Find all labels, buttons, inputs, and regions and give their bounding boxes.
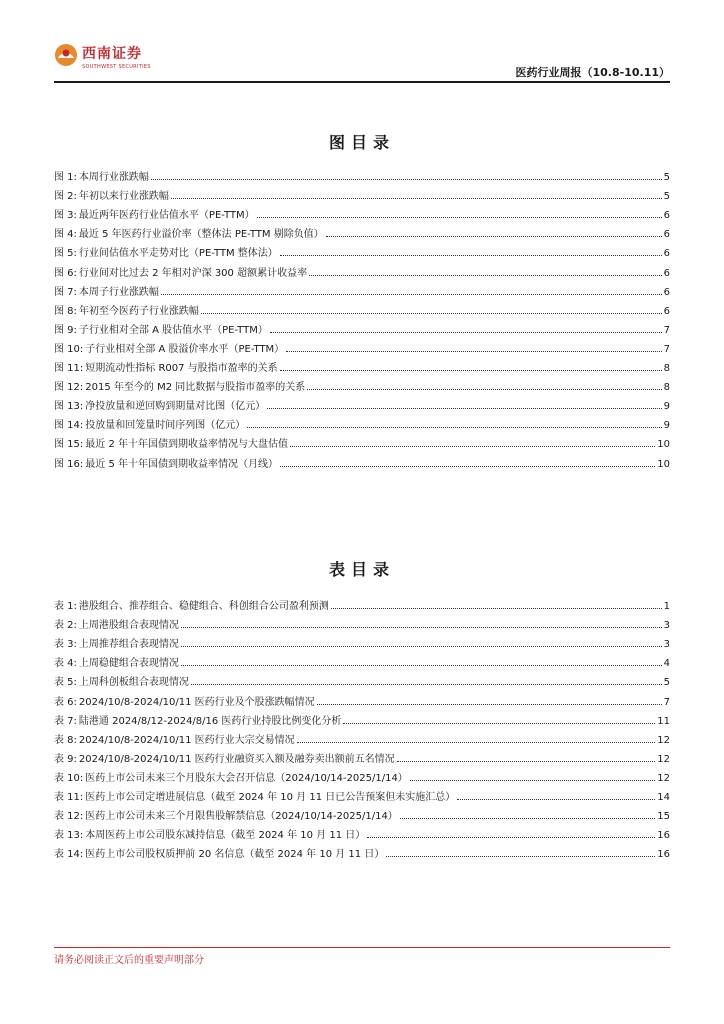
dot-leader	[307, 389, 661, 390]
page-number: 7	[663, 324, 670, 336]
figure-label: 图 14:	[54, 420, 84, 432]
figure-label: 图 10:	[54, 343, 84, 355]
page-number: 8	[663, 382, 670, 394]
table-label: 表 4:	[54, 658, 77, 670]
footer-disclaimer: 请务必阅读正文后的重要声明部分	[54, 955, 204, 966]
table-label: 表 6:	[54, 696, 77, 708]
figure-toc-entry[interactable]	[54, 298, 670, 317]
table-caption: 医药上市公司未来三个月股东大会召开信息（2024/10/14-2025/1/14）	[85, 772, 408, 784]
figure-toc-entry[interactable]	[54, 393, 670, 412]
table-toc-entry[interactable]	[54, 631, 670, 650]
table-toc-entry[interactable]	[54, 765, 670, 784]
page-number: 12	[657, 734, 670, 746]
figure-caption: 年初至今医药子行业涨跌幅	[78, 305, 199, 317]
page-number: 1	[663, 601, 670, 613]
page-number: 15	[657, 811, 670, 823]
figure-label: 图 6:	[54, 267, 77, 279]
table-toc-entry[interactable]	[54, 784, 670, 803]
figure-caption: 子行业相对全部 A 股溢价率水平（PE-TTM）	[85, 343, 285, 355]
dot-leader	[280, 466, 655, 467]
dot-leader	[367, 837, 655, 838]
figure-label: 图 13:	[54, 401, 84, 413]
figure-toc-entry[interactable]	[54, 183, 670, 202]
footer-divider	[54, 947, 670, 948]
table-caption: 医药上市公司未来三个月限售股解禁信息（2024/10/14-2025/1/14）	[85, 811, 398, 823]
table-caption: 医药上市公司股权质押前 20 名信息（截至 2024 年 10 月 11 日）	[85, 849, 385, 861]
table-toc-entry[interactable]	[54, 708, 670, 727]
dot-leader	[270, 332, 662, 333]
page-number: 10	[657, 439, 670, 451]
page-number: 10	[657, 458, 670, 470]
table-label: 表 1:	[54, 601, 77, 613]
table-caption: 港股组合、推荐组合、稳健组合、科创组合公司盈利预测	[78, 601, 329, 613]
table-caption: 2024/10/8-2024/10/11 医药行业融资买入额及融券卖出额前五名情况	[78, 753, 395, 765]
table-toc-entry[interactable]	[54, 612, 670, 631]
page-number: 5	[663, 677, 670, 689]
figure-caption: 2015 年至今的 M2 同比数据与股指市盈率的关系	[85, 382, 306, 394]
table-toc-list	[54, 593, 670, 860]
figure-label: 图 11:	[54, 363, 84, 375]
figure-label: 图 7:	[54, 286, 77, 298]
figure-caption: 最近 5 年医药行业溢价率（整体法 PE-TTM 剔除负值）	[78, 229, 324, 241]
table-caption: 上周稳健组合表现情况	[78, 658, 179, 670]
page-number: 11	[657, 715, 670, 727]
dot-leader	[280, 370, 662, 371]
figure-label: 图 15:	[54, 439, 84, 451]
page-number: 4	[663, 658, 670, 670]
figure-toc-entry[interactable]	[54, 221, 670, 240]
figure-caption: 短期流动性指标 R007 与股指市盈率的关系	[85, 363, 278, 375]
dot-leader	[161, 294, 662, 295]
table-toc-entry[interactable]	[54, 727, 670, 746]
dot-leader	[267, 408, 661, 409]
dot-leader	[457, 799, 655, 800]
dot-leader	[397, 761, 656, 762]
figure-toc-entry[interactable]	[54, 164, 670, 183]
page-number: 6	[663, 305, 670, 317]
table-caption: 2024/10/8-2024/10/11 医药行业及个股涨跌幅情况	[78, 696, 315, 708]
figure-caption: 最近两年医药行业估值水平（PE-TTM）	[78, 210, 255, 222]
figure-toc-entry[interactable]	[54, 259, 670, 278]
page-number: 12	[657, 772, 670, 784]
figure-toc-entry[interactable]	[54, 355, 670, 374]
table-caption: 医药上市公司定增进展信息（截至 2024 年 10 月 11 日已公告预案但未实施汇总）	[85, 792, 456, 804]
page-number: 3	[663, 620, 670, 632]
table-label: 表 13:	[54, 830, 84, 842]
table-caption: 2024/10/8-2024/10/11 医药行业大宗交易情况	[78, 734, 295, 746]
dot-leader	[191, 684, 662, 685]
figure-caption: 子行业相对全部 A 股估值水平（PE-TTM）	[78, 324, 268, 336]
report-title: 医药行业周报（10.8-10.11）	[515, 66, 670, 79]
logo-chinese-name: 西南证券	[82, 46, 142, 62]
page-number: 6	[663, 210, 670, 222]
dot-leader	[331, 608, 662, 609]
logo-english-name: SOUTHWEST SECURITIES	[82, 64, 151, 70]
table-toc-title: 表目录	[328, 560, 395, 579]
table-toc-entry[interactable]	[54, 650, 670, 669]
dot-leader	[410, 780, 655, 781]
page-number: 12	[657, 753, 670, 765]
table-label: 表 2:	[54, 620, 77, 632]
dot-leader	[309, 275, 662, 276]
figure-label: 图 8:	[54, 305, 77, 317]
header-divider	[54, 81, 670, 83]
table-toc-entry[interactable]	[54, 593, 670, 612]
page-number: 6	[663, 267, 670, 279]
table-caption: 上周推荐组合表现情况	[78, 639, 179, 651]
page-number: 5	[663, 191, 670, 203]
page-number: 6	[663, 229, 670, 241]
figure-label: 图 16:	[54, 458, 84, 470]
figure-toc-entry[interactable]	[54, 412, 670, 431]
table-label: 表 9:	[54, 753, 77, 765]
dot-leader	[290, 446, 655, 447]
page-header	[54, 40, 670, 82]
company-logo	[54, 40, 154, 76]
page-number: 6	[663, 248, 670, 260]
figure-caption: 本周子行业涨跌幅	[78, 286, 159, 298]
table-toc-entry[interactable]	[54, 688, 670, 707]
figure-toc-entry[interactable]	[54, 317, 670, 336]
table-toc-entry[interactable]	[54, 822, 670, 841]
figure-label: 图 9:	[54, 324, 77, 336]
page-number: 6	[663, 286, 670, 298]
page-number: 8	[663, 363, 670, 375]
figure-caption: 净投放量和逆回购到期量对比图（亿元）	[85, 401, 266, 413]
table-label: 表 5:	[54, 677, 77, 689]
figure-label: 图 3:	[54, 210, 77, 222]
table-label: 表 10:	[54, 772, 84, 784]
figure-label: 图 12:	[54, 382, 84, 394]
figure-caption: 年初以来行业涨跌幅	[78, 191, 169, 203]
figure-caption: 行业间对比过去 2 年相对沪深 300 超额累计收益率	[78, 267, 308, 279]
dot-leader	[181, 665, 662, 666]
dot-leader	[280, 255, 662, 256]
table-label: 表 11:	[54, 792, 84, 804]
figure-toc-entry[interactable]	[54, 202, 670, 221]
dot-leader	[171, 198, 662, 199]
page-number: 14	[657, 792, 670, 804]
page-number: 3	[663, 639, 670, 651]
table-label: 表 7:	[54, 715, 77, 727]
figure-label: 图 5:	[54, 248, 77, 260]
dot-leader	[317, 704, 662, 705]
table-toc-entry[interactable]	[54, 746, 670, 765]
figure-toc-entry[interactable]	[54, 279, 670, 298]
table-label: 表 3:	[54, 639, 77, 651]
figure-toc-entry[interactable]	[54, 336, 670, 355]
table-toc-entry[interactable]	[54, 803, 670, 822]
table-label: 表 14:	[54, 849, 84, 861]
page-number: 5	[663, 172, 670, 184]
dot-leader	[247, 427, 661, 428]
dot-leader	[286, 351, 661, 352]
figure-toc-entry[interactable]	[54, 240, 670, 259]
dot-leader	[343, 723, 655, 724]
table-caption: 上周港股组合表现情况	[78, 620, 179, 632]
dot-leader	[257, 217, 662, 218]
dot-leader	[181, 646, 662, 647]
dot-leader	[181, 627, 662, 628]
table-label: 表 8:	[54, 734, 77, 746]
figure-caption: 最近 5 年十年国债到期收益率情况（月线）	[85, 458, 279, 470]
dot-leader	[400, 818, 655, 819]
figure-caption: 最近 2 年十年国债到期收益率情况与大盘估值	[85, 439, 289, 451]
page-number: 9	[663, 401, 670, 413]
dot-leader	[386, 856, 655, 857]
figure-caption: 行业间估值水平走势对比（PE-TTM 整体法）	[78, 248, 278, 260]
page-number: 7	[663, 343, 670, 355]
table-toc-entry[interactable]	[54, 669, 670, 688]
table-caption: 本周医药上市公司股东减持信息（截至 2024 年 10 月 11 日）	[85, 830, 366, 842]
page-number: 16	[657, 830, 670, 842]
table-toc-entry[interactable]	[54, 841, 670, 860]
figure-toc-entry[interactable]	[54, 374, 670, 393]
dot-leader	[201, 313, 662, 314]
table-label: 表 12:	[54, 811, 84, 823]
figure-toc-list	[54, 164, 670, 470]
page-number: 16	[657, 849, 670, 861]
table-caption: 陆港通 2024/8/12-2024/8/16 医药行业持股比例变化分析	[78, 715, 342, 727]
page-number: 9	[663, 420, 670, 432]
figure-caption: 投放量和回笼量时间序列图（亿元）	[85, 420, 246, 432]
table-caption: 上周科创板组合表现情况	[78, 677, 189, 689]
figure-toc-entry[interactable]	[54, 431, 670, 450]
dot-leader	[326, 236, 662, 237]
figure-label: 图 1:	[54, 172, 77, 184]
dot-leader	[151, 179, 662, 180]
figure-label: 图 2:	[54, 191, 77, 203]
figure-caption: 本周行业涨跌幅	[78, 172, 149, 184]
page-number: 7	[663, 696, 670, 708]
southwest-securities-logo-icon	[54, 43, 78, 67]
figure-label: 图 4:	[54, 229, 77, 241]
figure-toc-title: 图目录	[328, 133, 395, 152]
dot-leader	[297, 742, 656, 743]
figure-toc-entry[interactable]	[54, 450, 670, 469]
